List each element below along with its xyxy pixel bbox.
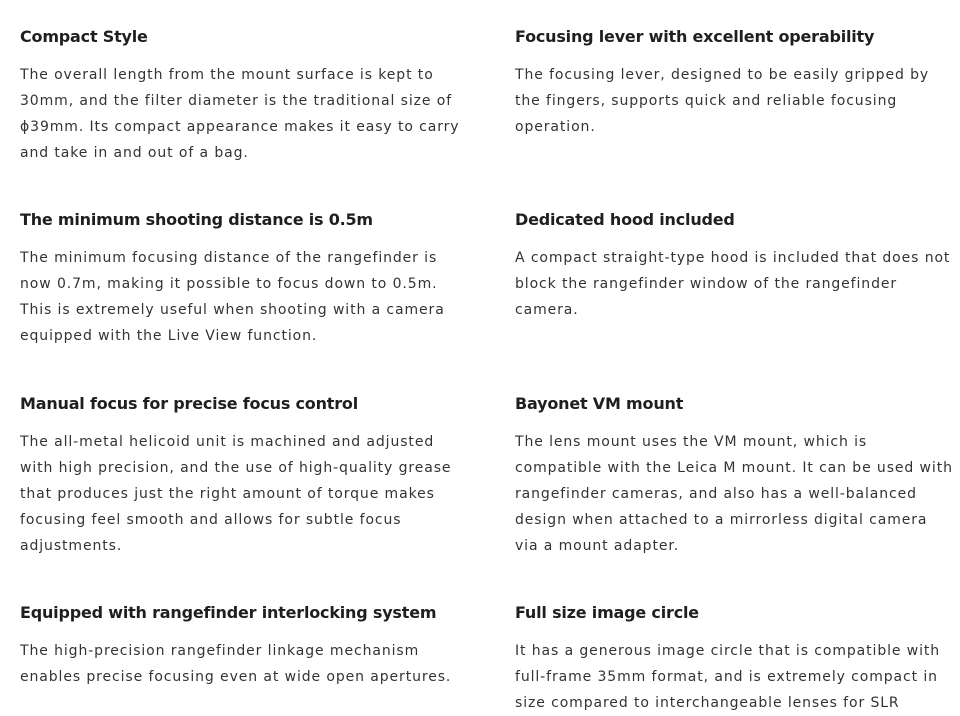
feature-description: The minimum focusing distance of the rangefinder is now 0.7m, making it possible to focus down to 0.5m. This is extremely useful when shooting with a camera equipped with the Live View function. bbox=[20, 250, 445, 344]
feature-description: The lens mount uses the VM mount, which is compatible with the Leica M mount. It can be used with rangefinder cameras, and also has a well-balanced design when attached to a mirrorless digital camera via a mount adapter. bbox=[515, 434, 953, 554]
feature-vm-mount bbox=[515, 393, 960, 559]
feature-compact-style bbox=[20, 26, 465, 166]
feature-description: A compact straight-type hood is included that does not block the rangefinder window of the rangefinder camera. bbox=[515, 250, 951, 318]
feature-title: Full size image circle bbox=[515, 603, 699, 622]
feature-image-circle bbox=[515, 602, 960, 716]
feature-description: The overall length from the mount surface is kept to 30mm, and the filter diameter is the traditional size of ϕ39mm. Its compact appearance makes it easy to carry and take in and out of a bag. bbox=[20, 67, 460, 161]
feature-dedicated-hood bbox=[515, 209, 960, 323]
feature-focusing-lever bbox=[515, 26, 960, 140]
feature-title: Manual focus for precise focus control bbox=[20, 394, 359, 413]
feature-title: Focusing lever with excellent operability bbox=[515, 27, 875, 46]
feature-title: Equipped with rangefinder interlocking system bbox=[20, 603, 437, 622]
feature-description: The high-precision rangefinder linkage mechanism enables precise focusing even at wide open apertures. bbox=[20, 643, 452, 685]
feature-description: It has a generous image circle that is compatible with full-frame 35mm format, and is extremely compact in size compared to interchangeable lenses for SLR bbox=[515, 643, 941, 711]
feature-title: Bayonet VM mount bbox=[515, 394, 684, 413]
feature-description: The focusing lever, designed to be easily gripped by the fingers, supports quick and reliable focusing operation. bbox=[515, 67, 930, 135]
feature-description: The all-metal helicoid unit is machined and adjusted with high precision, and the use of high-quality grease that produces just the right amount of torque makes focusing feel smooth and allows for subtle focus adjustments. bbox=[20, 434, 452, 554]
feature-title: Compact Style bbox=[20, 27, 148, 46]
feature-manual-focus bbox=[20, 393, 465, 559]
feature-title: Dedicated hood included bbox=[515, 210, 735, 229]
feature-minimum-distance bbox=[20, 209, 465, 349]
feature-title: The minimum shooting distance is 0.5m bbox=[20, 210, 373, 229]
feature-rangefinder-interlock bbox=[20, 602, 465, 690]
